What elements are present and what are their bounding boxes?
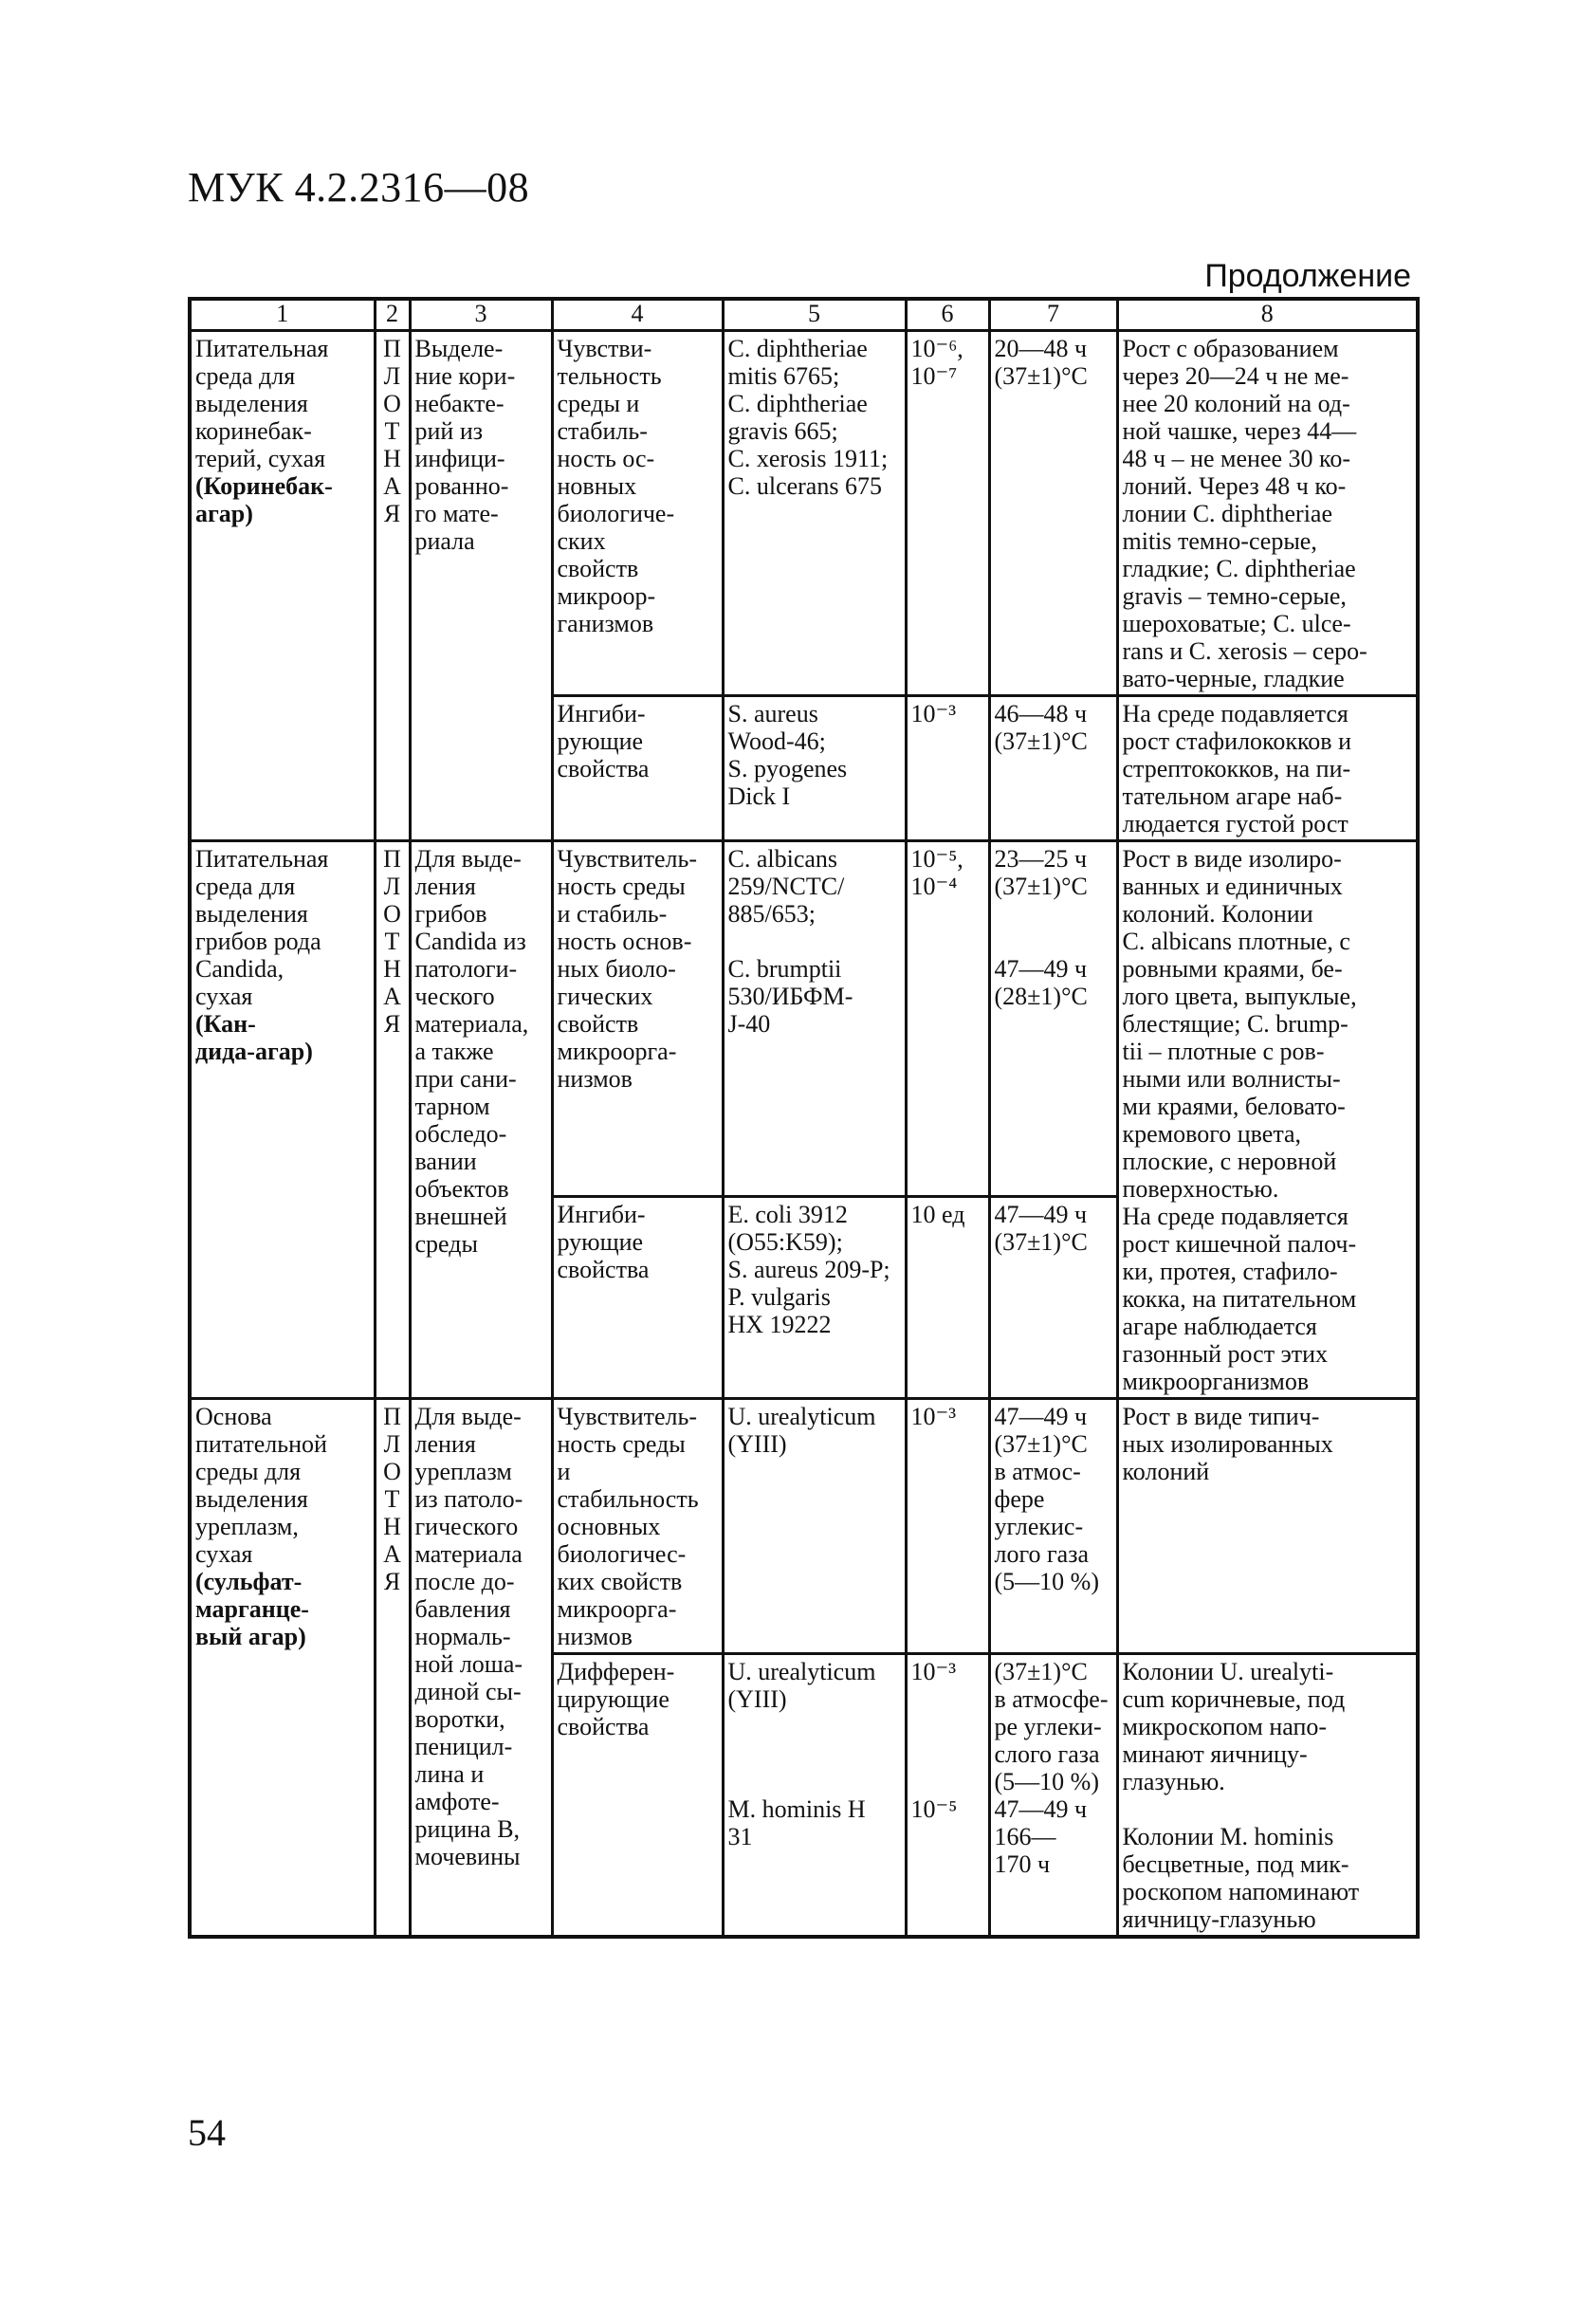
column-header: 5	[723, 299, 906, 331]
dilution-cell: 10 ед	[906, 1196, 989, 1398]
status-letters: П Л О Т Н А Я	[375, 1399, 410, 1938]
strain-cell: E. coli 3912 (O55:K59); S. aureus 209-P; P. vulgaris HX 19222	[723, 1196, 906, 1398]
result-cell: Рост в виде изолиро- ванных и единичных колоний. Колонии C. albicans плотные, с ровными краями, бе- лого цвета, выпуклые, блестящие; C. brump- tii – плотные с ров- ными или волнисты- ми краями, беловато- кремового цвета, плоские, с неровной поверхностью. На среде подавляется рост кишечной палоч- ки, протея, стафило- кокка, на питательном агаре наблюдается газонный рост этих микроорганизмов	[1117, 841, 1418, 1399]
result-cell: На среде подавляется рост стафилококков и стрептококков, на пи- тательном агаре наб- людается густой рост	[1117, 696, 1418, 841]
page-number: 54	[188, 2111, 226, 2154]
strain-cell: C. albicans 259/NCTC/ 885/653; C. brumptii 530/ИБФМ- J-40	[723, 841, 906, 1197]
medium-trade-name: (Кан- дида-агар)	[195, 1010, 313, 1065]
status-letters: П Л О Т Н А Я	[375, 841, 410, 1399]
medium-name-cell	[190, 331, 375, 841]
dilution-cell: 10⁻³ 10⁻⁵	[906, 1654, 989, 1938]
property-cell: Ингиби- рующие свойства	[552, 696, 723, 841]
medium-name: Основа питательной среды для выделения уреплазм, сухая	[195, 1403, 327, 1568]
time-cell: 47—49 ч (37±1)°С в атмос- фере углекис- лого газа (5—10 %)	[989, 1399, 1117, 1654]
table-row	[190, 331, 1418, 696]
time-cell: 20—48 ч (37±1)°С	[989, 331, 1117, 696]
document-code: МУК 4.2.2316—08	[188, 164, 530, 211]
medium-name-cell	[190, 841, 375, 1399]
strain-cell: U. urealyticum (YIII) M. hominis H 31	[723, 1654, 906, 1938]
column-header: 1	[190, 299, 375, 331]
result-cell: Рост с образованием через 20—24 ч не ме- нее 20 колоний на од- ной чашке, через 44— 48 ч – не менее 30 ко- лоний. Через 48 ч ко- лонии C. diphtheriae mitis темно-серые, гладкие; C. diphtheriae gravis – темно-серые, шероховатые; C. ulce- rans и C. xerosis – серо- вато-черные, гладкие	[1117, 331, 1418, 696]
medium-name-cell	[190, 1399, 375, 1938]
column-header: 4	[552, 299, 723, 331]
media-table	[188, 297, 1420, 1939]
dilution-cell: 10⁻⁵, 10⁻⁴	[906, 841, 989, 1197]
time-cell: (37±1)°С в атмосфе- ре углеки- слого газа (5—10 %) 47—49 ч 166— 170 ч	[989, 1654, 1117, 1938]
dilution-cell: 10⁻³	[906, 696, 989, 841]
medium-trade-name: (сульфат- марганце- вый агар)	[195, 1568, 309, 1650]
property-cell: Чувстви- тельность среды и стабиль- ность ос- новных биологиче- ских свойств микроор- ганизмов	[552, 331, 723, 696]
purpose-cell: Для выде- ления грибов Candida из патологи- ческого материала, а также при сани- тарном обследо- вании объектов внешней среды	[410, 841, 552, 1399]
header-row	[190, 299, 1418, 331]
property-cell: Чувствитель- ность среды и стабильность основных биологичес- ких свойств микроорга- низмов	[552, 1399, 723, 1654]
time-cell: 23—25 ч (37±1)°С 47—49 ч (28±1)°С	[989, 841, 1117, 1197]
time-cell: 46—48 ч (37±1)°С	[989, 696, 1117, 841]
strain-cell: C. diphtheriae mitis 6765; C. diphtheriae gravis 665; C. xerosis 1911; C. ulcerans 675	[723, 331, 906, 696]
strain-cell: S. aureus Wood-46; S. pyogenes Dick I	[723, 696, 906, 841]
column-header: 8	[1117, 299, 1418, 331]
column-header: 7	[989, 299, 1117, 331]
purpose-cell: Выделе- ние кори- небакте- рий из инфици- рованно- го мате- риала	[410, 331, 552, 841]
property-cell: Чувствитель- ность среды и стабиль- ность основ- ных биоло- гических свойств микроорга- низмов	[552, 841, 723, 1197]
medium-trade-name: (Коринебак- агар)	[195, 472, 333, 527]
medium-name: Питательная среда для выделения грибов рода Candida, сухая	[195, 845, 329, 1010]
continued-label: Продолжение	[1204, 258, 1411, 294]
column-header: 6	[906, 299, 989, 331]
dilution-cell: 10⁻³	[906, 1399, 989, 1654]
property-cell: Дифферен- цирующие свойства	[552, 1654, 723, 1938]
dilution-cell: 10⁻⁶, 10⁻⁷	[906, 331, 989, 696]
result-cell: Рост в виде типич- ных изолированных колоний	[1117, 1399, 1418, 1654]
column-header: 3	[410, 299, 552, 331]
result-cell: Колонии U. urealyti- cum коричневые, под микроскопом напо- минают яичницу- глазунью. Колонии M. hominis бесцветные, под мик- роскопом напоминают яичницу-глазунью	[1117, 1654, 1418, 1938]
column-header: 2	[375, 299, 410, 331]
status-letters: П Л О Т Н А Я	[375, 331, 410, 841]
purpose-cell: Для выде- ления уреплазм из патоло- гического материала после до- бавления нормаль- ной лоша- диной сы- воротки, пеницил- лина и амфоте- рицина В, мочевины	[410, 1399, 552, 1938]
table-row	[190, 1399, 1418, 1654]
strain-cell: U. urealyticum (YIII)	[723, 1399, 906, 1654]
property-cell: Ингиби- рующие свойства	[552, 1196, 723, 1398]
table-row	[190, 841, 1418, 1197]
medium-name: Питательная среда для выделения коринебак- терий, сухая	[195, 335, 329, 472]
time-cell: 47—49 ч (37±1)°С	[989, 1196, 1117, 1398]
